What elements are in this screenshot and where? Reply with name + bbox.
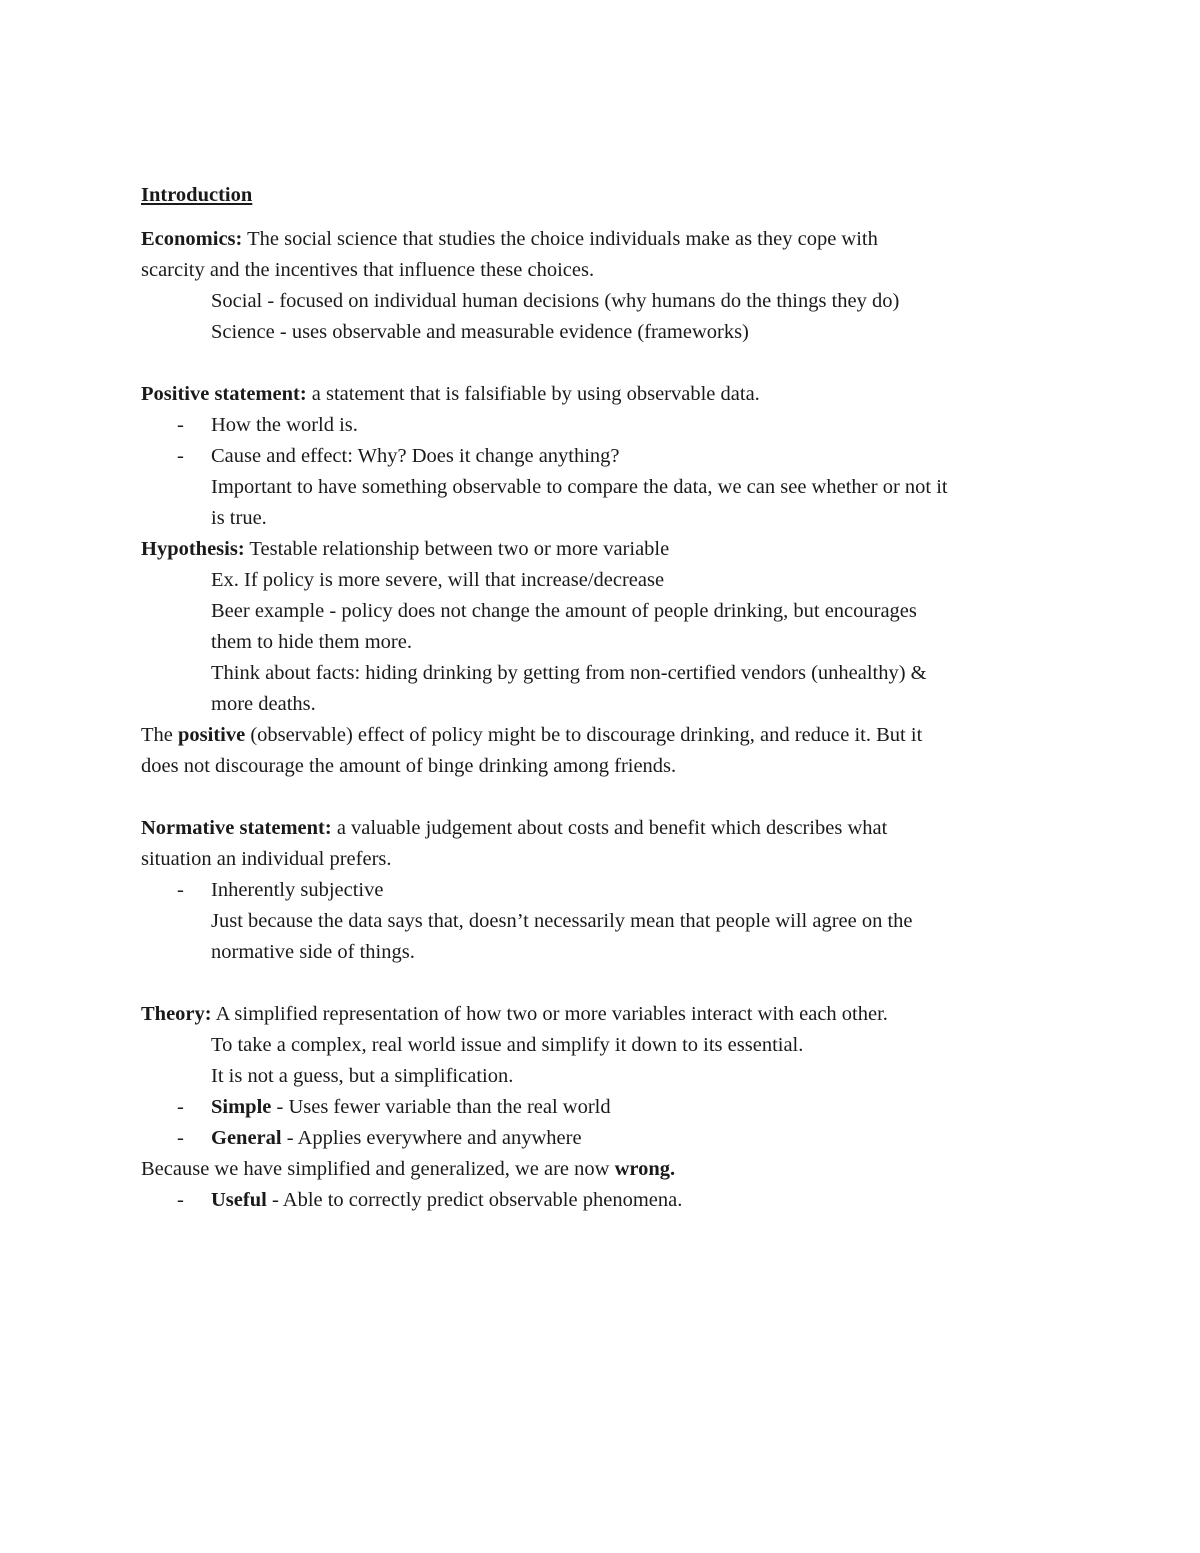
- positive-bullet-1: [141, 410, 1071, 441]
- bullet-dash: -: [177, 1189, 184, 1211]
- normative-def-line2: situation an individual prefers.: [141, 848, 392, 870]
- effect-prefix: The: [141, 724, 178, 746]
- bullet-text: Cause and effect: Why? Does it change anything?: [211, 445, 620, 467]
- theory-because: [141, 1154, 1071, 1185]
- spacer: [141, 782, 1071, 813]
- simple-term: Simple: [211, 1096, 272, 1118]
- hypothesis-def: Testable relationship between two or more variable: [244, 538, 670, 560]
- theory-def: A simplified representation of how two or more variables interact with each other.: [211, 1003, 888, 1025]
- useful-term: Useful: [211, 1189, 267, 1211]
- theory-term: Theory:: [141, 1003, 212, 1025]
- positive-definition: [141, 379, 1071, 410]
- bullet-text: Inherently subjective: [211, 879, 384, 901]
- bullet-dash: -: [177, 1127, 184, 1149]
- bullet-dash: -: [177, 879, 184, 901]
- because-text: Because we have simplified and generalized, we are now: [141, 1158, 615, 1180]
- general-text: - Applies everywhere and anywhere: [281, 1127, 582, 1149]
- economics-def-line1: The social science that studies the choice individuals make as they cope with: [242, 228, 878, 250]
- hypothesis-definition: [141, 534, 1071, 565]
- simple-text: - Uses fewer variable than the real world: [271, 1096, 611, 1118]
- hypothesis-beer-line1: Beer example - policy does not change the amount of people drinking, but encourages: [211, 600, 917, 622]
- economics-definition: [141, 224, 1071, 255]
- normative-term: Normative statement:: [141, 817, 332, 839]
- positive-term: Positive statement:: [141, 383, 307, 405]
- bullet-dash: -: [177, 1096, 184, 1118]
- effect-text: (observable) effect of policy might be to discourage drinking, and reduce it. But it: [245, 724, 923, 746]
- hypothesis-facts-line1: Think about facts: hiding drinking by getting from non-certified vendors (unhealthy) &: [211, 662, 927, 684]
- effect-bold-word: positive: [178, 724, 246, 746]
- theory-bullet-simple: [141, 1092, 1071, 1123]
- bullet-dash: -: [177, 445, 184, 467]
- hypothesis-facts-line2: more deaths.: [211, 693, 316, 715]
- hypothesis-effect-line2: does not discourage the amount of binge drinking among friends.: [141, 755, 677, 777]
- useful-text: - Able to correctly predict observable phenomena.: [266, 1189, 683, 1211]
- normative-note-line2: normative side of things.: [211, 941, 415, 963]
- positive-note-line1: Important to have something observable to compare the data, we can see whether or not it: [211, 476, 948, 498]
- normative-note-line1: Just because the data says that, doesn’t necessarily mean that people will agree on the: [211, 910, 913, 932]
- theory-bullet-useful: [141, 1185, 1071, 1216]
- general-term: General: [211, 1127, 282, 1149]
- theory-sub-1: To take a complex, real world issue and simplify it down to its essential.: [211, 1034, 804, 1056]
- economics-social: Social - focused on individual human decisions (why humans do the things they do): [211, 290, 900, 312]
- bullet-dash: -: [177, 414, 184, 436]
- normative-definition: [141, 813, 1071, 844]
- spacer: [141, 968, 1071, 999]
- positive-bullet-2: [141, 441, 1071, 472]
- economics-def-line2: scarcity and the incentives that influence these choices.: [141, 259, 595, 281]
- theory-sub-2: It is not a guess, but a simplification.: [211, 1065, 514, 1087]
- positive-note-line2: is true.: [211, 507, 267, 529]
- normative-def-line1: a valuable judgement about costs and benefit which describes what: [331, 817, 888, 839]
- because-bold-word: wrong.: [614, 1158, 676, 1180]
- theory-definition: [141, 999, 1071, 1030]
- section-title: Introduction: [141, 184, 253, 206]
- hypothesis-effect-line1: [141, 720, 1071, 751]
- bullet-text: How the world is.: [211, 414, 358, 436]
- economics-science: Science - uses observable and measurable evidence (frameworks): [211, 321, 749, 343]
- theory-bullet-general: [141, 1123, 1071, 1154]
- positive-def: a statement that is falsifiable by using observable data.: [306, 383, 760, 405]
- hypothesis-example: Ex. If policy is more severe, will that increase/decrease: [211, 569, 665, 591]
- hypothesis-beer-line2: them to hide them more.: [211, 631, 412, 653]
- normative-bullet: [141, 875, 1071, 906]
- economics-term: Economics:: [141, 228, 243, 250]
- document-page: [141, 180, 1071, 1216]
- hypothesis-term: Hypothesis:: [141, 538, 245, 560]
- spacer: [141, 348, 1071, 379]
